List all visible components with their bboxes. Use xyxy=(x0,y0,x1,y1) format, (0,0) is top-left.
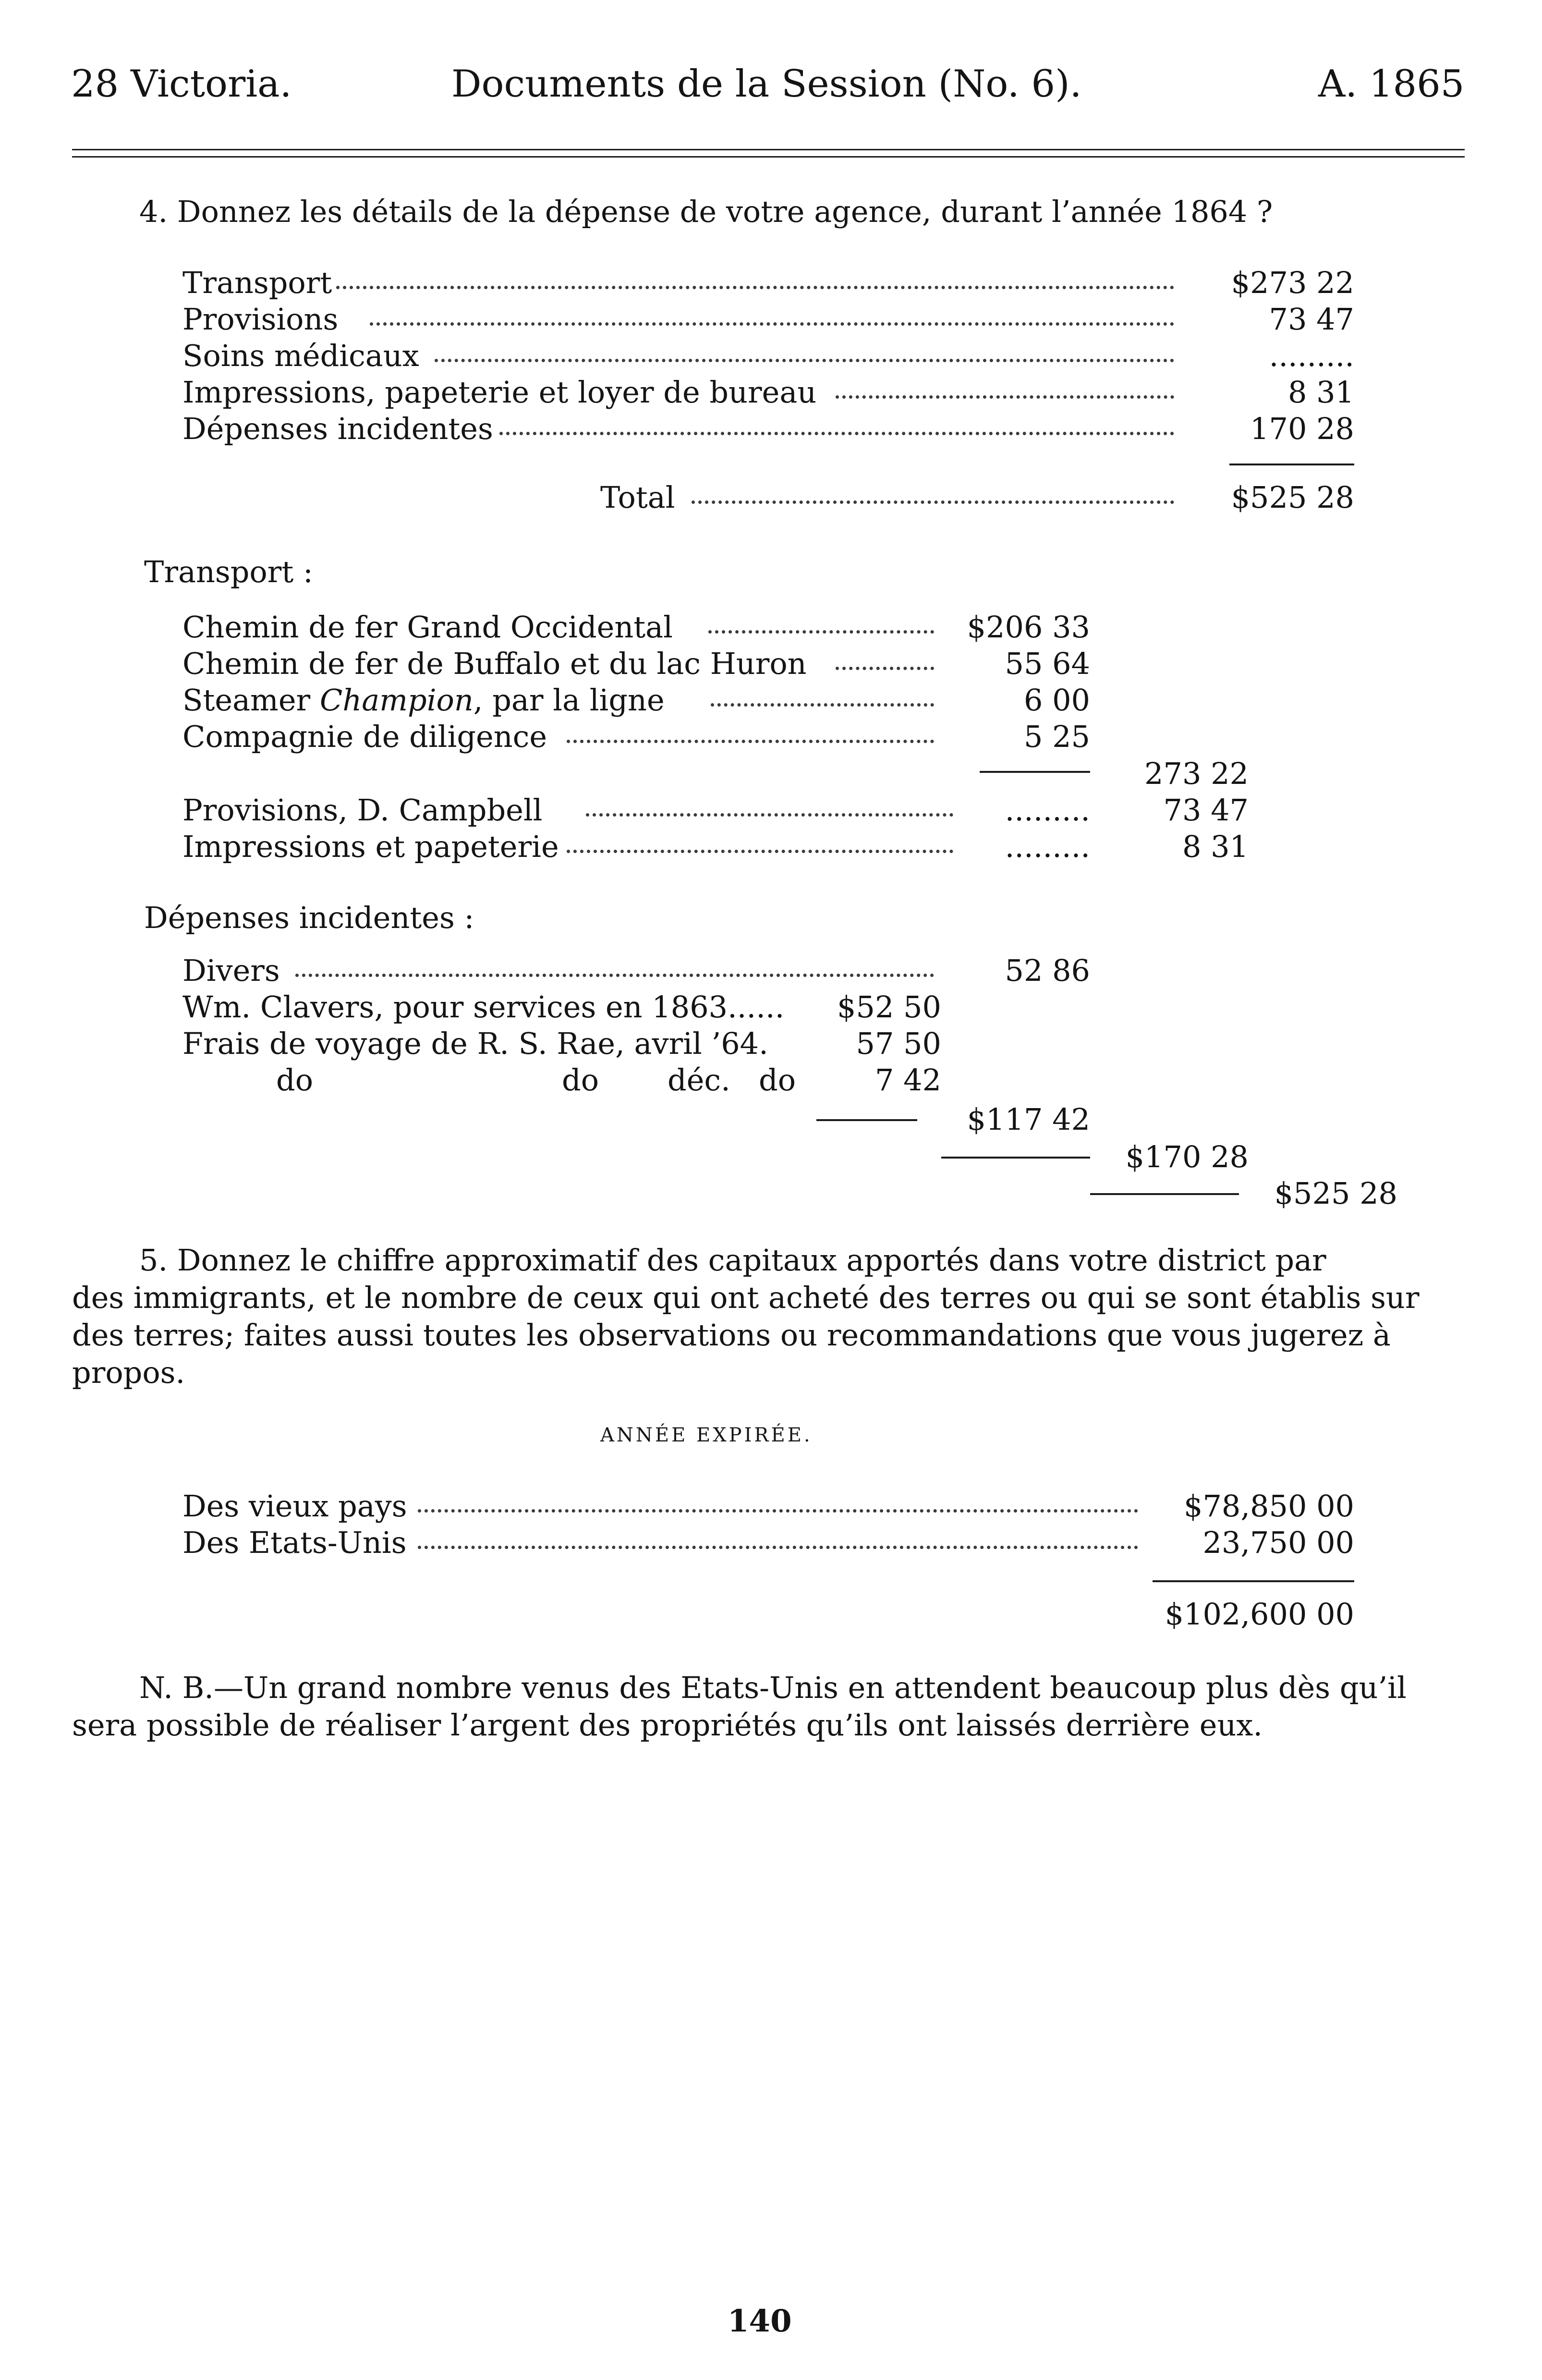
detail-label: Chemin de fer Grand Occidental xyxy=(182,610,673,645)
question-5-line: des immigrants, et le nombre de ceux qui ont acheté des terres ou qui se sont établis sur xyxy=(72,1280,1420,1315)
annee-total-rule xyxy=(1153,1580,1354,1582)
leader-dots xyxy=(336,286,1174,289)
leader-dots xyxy=(836,667,934,670)
transport-heading: Transport : xyxy=(144,554,313,589)
steamer-name: Champion xyxy=(319,683,474,718)
subtotal-rule xyxy=(980,771,1090,773)
summary-amount: 8 31 xyxy=(1287,375,1354,410)
incidentes-heading: Dépenses incidentes : xyxy=(144,900,474,935)
annee-total: $102,600 00 xyxy=(1165,1597,1354,1632)
clavers-label: Wm. Clavers, pour services en 1863...... xyxy=(182,989,785,1025)
dec-label: déc. xyxy=(668,1062,730,1098)
sub-rule xyxy=(1090,1193,1239,1195)
summary-amount: 170 28 xyxy=(1250,411,1354,446)
question-5 xyxy=(72,1242,1455,1391)
header-center: Documents de la Session (No. 6). xyxy=(451,62,1082,106)
leader-dots xyxy=(418,1546,1138,1549)
provisions-amount: 73 47 xyxy=(1163,793,1249,828)
total-label: Total xyxy=(600,480,675,515)
summary-label: Impressions, papeterie et loyer de bureau xyxy=(182,375,817,410)
question-4: 4. Donnez les détails de la dépense de votre agence, durant l’année 1864 ? xyxy=(139,194,1273,229)
clavers-amount: $52 50 xyxy=(837,989,941,1025)
leader-dots xyxy=(586,813,953,817)
total-amount: $525 28 xyxy=(1231,480,1354,515)
detail-amount: 55 64 xyxy=(1005,646,1090,681)
frais-amount: 57 50 xyxy=(856,1026,941,1061)
label-prefix: Steamer xyxy=(182,683,320,718)
divers-label: Divers xyxy=(182,953,280,988)
detail-label xyxy=(182,683,665,718)
leader-dots xyxy=(708,630,934,634)
impressions-label: Impressions et papeterie xyxy=(182,829,559,864)
label-suffix: , par la ligne xyxy=(473,683,665,718)
leader-dots xyxy=(370,322,1174,326)
header-rule-bottom xyxy=(72,156,1465,158)
annee-label: Des vieux pays xyxy=(182,1489,407,1524)
summary-amount: 73 47 xyxy=(1269,302,1354,337)
detail-amount: $206 33 xyxy=(967,610,1090,645)
incidentes-total: $170 28 xyxy=(1125,1139,1249,1174)
summary-label: Dépenses incidentes xyxy=(182,411,493,446)
header-rule-top xyxy=(72,149,1465,150)
detail-label: Compagnie de diligence xyxy=(182,719,547,754)
dec-amount: 7 42 xyxy=(874,1062,941,1098)
transport-subtotal: 273 22 xyxy=(1144,756,1249,791)
detail-amount: 5 25 xyxy=(1023,719,1090,754)
annee-label: Des Etats-Unis xyxy=(182,1525,407,1560)
leader-dots xyxy=(567,740,934,743)
incidentes-subtotal: $117 42 xyxy=(967,1102,1090,1137)
leader-dots xyxy=(711,703,934,707)
impressions-mid: ......... xyxy=(1005,829,1090,864)
detail-label: Chemin de fer de Buffalo et du lac Huron xyxy=(182,646,807,681)
question-5-line: propos. xyxy=(72,1355,185,1390)
sub-rule xyxy=(816,1119,917,1121)
frais-label: Frais de voyage de R. S. Rae, avril ’64. xyxy=(182,1026,768,1061)
provisions-label: Provisions, D. Campbell xyxy=(182,793,543,828)
header-right: A. 1865 xyxy=(1318,62,1465,106)
total-rule xyxy=(1229,464,1354,465)
ditto-3: do xyxy=(759,1062,796,1098)
nb-line: N. B.—Un grand nombre venus des Etats-Unis en attendent beaucoup plus dès qu’il xyxy=(139,1670,1407,1705)
annee-heading: ANNÉE EXPIRÉE. xyxy=(600,1424,813,1446)
leader-dots xyxy=(435,359,1174,362)
leader-dots xyxy=(692,500,1174,504)
sub-rule xyxy=(941,1157,1090,1159)
question-5-line: des terres; faites aussi toutes les observations ou recommandations que vous jugerez à xyxy=(72,1318,1391,1353)
leader-dots xyxy=(418,1509,1138,1513)
nb-note xyxy=(72,1669,1455,1744)
impressions-amount: 8 31 xyxy=(1182,829,1249,864)
leader-dots xyxy=(836,395,1174,399)
page-number: 140 xyxy=(728,2303,792,2339)
leader-dots xyxy=(499,432,1174,435)
annee-amount: $78,850 00 xyxy=(1184,1489,1354,1524)
ditto-2: do xyxy=(562,1062,599,1098)
header-left: 28 Victoria. xyxy=(71,62,292,106)
summary-amount: $273 22 xyxy=(1231,265,1354,300)
annee-amount: 23,750 00 xyxy=(1202,1525,1354,1560)
question-5-line: 5. Donnez le chiffre approximatif des capitaux apportés dans votre district par xyxy=(139,1243,1326,1278)
summary-label: Soins médicaux xyxy=(182,338,419,373)
divers-amount: 52 86 xyxy=(1005,953,1090,988)
provisions-mid: ......... xyxy=(1005,793,1090,828)
detail-amount: 6 00 xyxy=(1023,683,1090,718)
leader-dots xyxy=(295,974,934,977)
grand-total: $525 28 xyxy=(1274,1176,1397,1211)
leader-dots xyxy=(567,850,953,853)
summary-label: Transport xyxy=(182,265,332,300)
summary-amount: ......... xyxy=(1269,338,1354,373)
summary-label: Provisions xyxy=(182,302,339,337)
nb-line: sera possible de réaliser l’argent des propriétés qu’ils ont laissés derrière eux. xyxy=(72,1708,1263,1743)
ditto-1: do xyxy=(276,1062,314,1098)
